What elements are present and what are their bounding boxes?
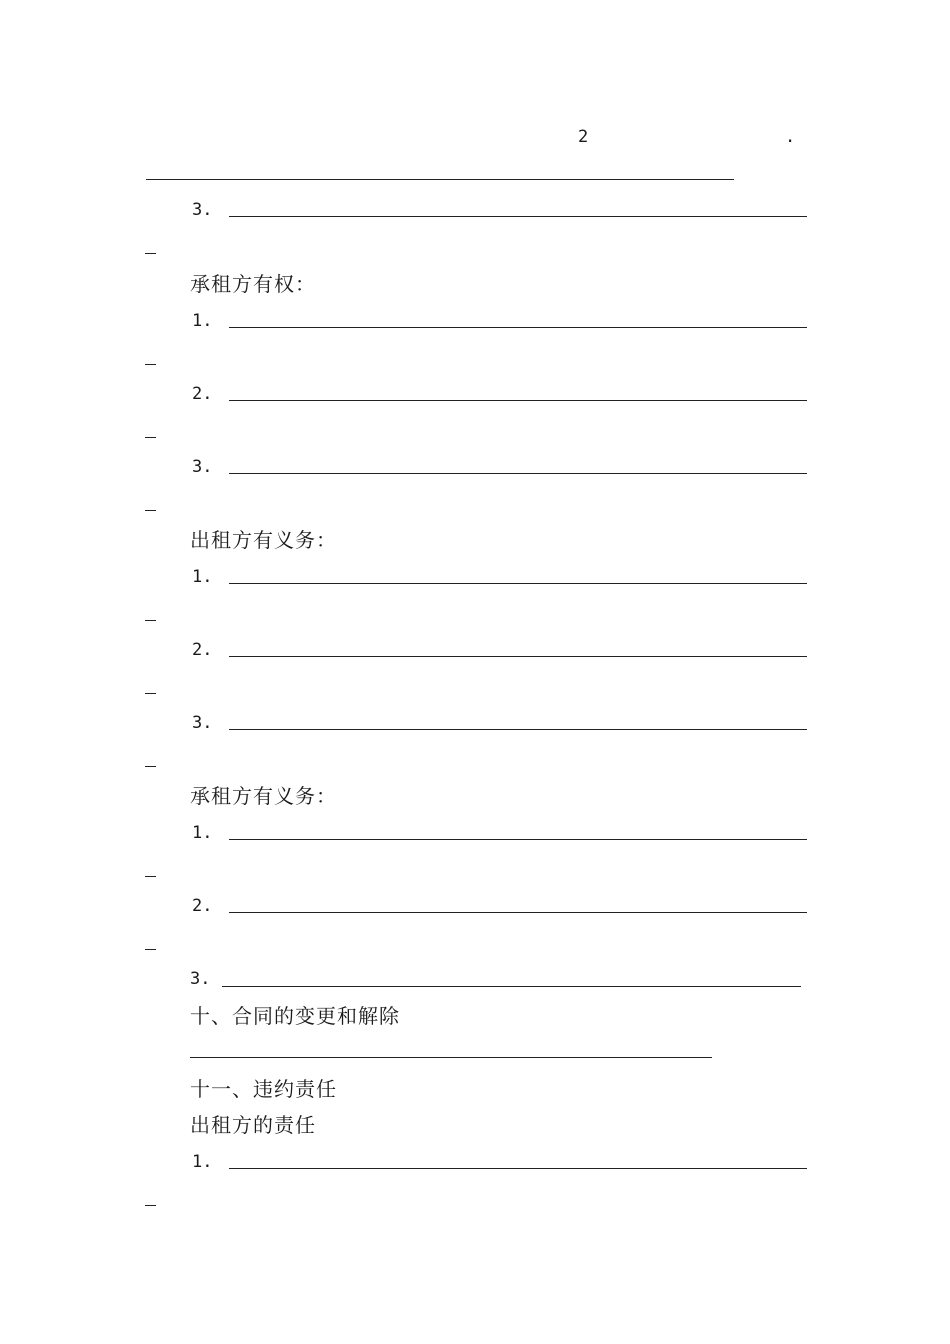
section-heading: 十、合同的变更和解除: [190, 1004, 400, 1028]
line-continuation: [145, 766, 156, 767]
item-number: 3.: [192, 713, 213, 733]
blank-line: [229, 1168, 807, 1169]
item-number: 1.: [192, 1152, 213, 1172]
blank-line: [229, 473, 807, 474]
blank-line: [229, 216, 807, 217]
section-heading: 承租方有权：: [190, 272, 316, 296]
item-number: 2: [578, 127, 589, 147]
subsection-heading: 出租方的责任: [190, 1113, 316, 1137]
line-continuation: [145, 1205, 156, 1206]
line-continuation: [145, 253, 156, 254]
section-heading: 承租方有义务：: [190, 784, 337, 808]
item-number: 2.: [192, 640, 213, 660]
line-continuation: [145, 693, 156, 694]
line-continuation: [145, 620, 156, 621]
item-number: 1.: [192, 311, 213, 331]
blank-line: [146, 179, 734, 180]
line-continuation: [145, 364, 156, 365]
line-continuation: [145, 949, 156, 950]
item-number: 3.: [192, 457, 213, 477]
blank-line: [229, 839, 807, 840]
line-continuation: [145, 437, 156, 438]
item-number: 1.: [192, 823, 213, 843]
line-continuation: [145, 510, 156, 511]
item-period: .: [785, 127, 796, 147]
blank-line: [229, 656, 807, 657]
blank-line: [229, 729, 807, 730]
item-number: 2.: [192, 896, 213, 916]
item-number: 2.: [192, 384, 213, 404]
line-continuation: [145, 876, 156, 877]
blank-line: [229, 327, 807, 328]
section-heading: 出租方有义务：: [190, 528, 337, 552]
blank-line: [229, 583, 807, 584]
blank-line: [222, 986, 801, 987]
blank-line: [229, 912, 807, 913]
item-number: 1.: [192, 567, 213, 587]
blank-line: [190, 1057, 712, 1058]
item-number: 3.: [190, 969, 211, 989]
section-heading: 十一、违约责任: [190, 1077, 337, 1101]
item-number: 3.: [192, 200, 213, 220]
blank-line: [229, 400, 807, 401]
